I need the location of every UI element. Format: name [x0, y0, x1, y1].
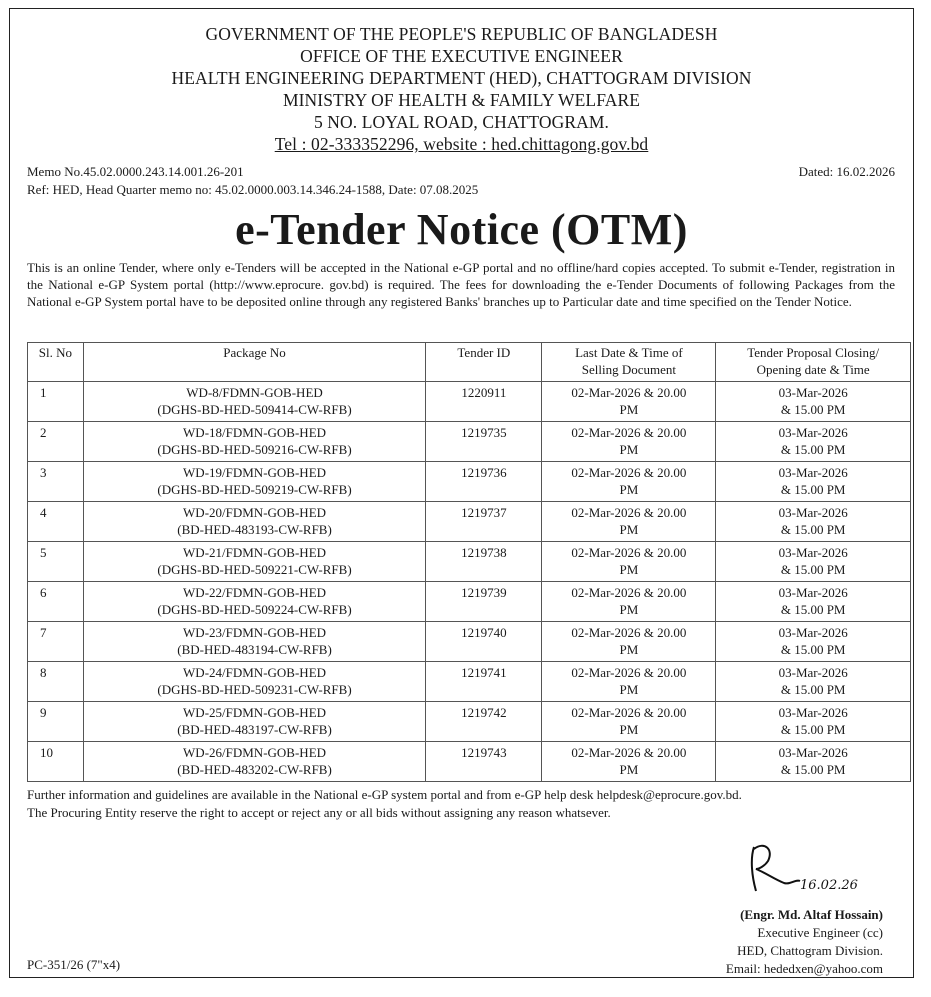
- cell-package: [83, 622, 425, 662]
- closing-date-line2: & 15.00 PM: [780, 762, 846, 777]
- selling-date-line2: PM: [619, 722, 639, 737]
- selling-date-line1: 02-Mar-2026 & 20.00: [571, 625, 687, 640]
- header-line-government: GOVERNMENT OF THE PEOPLE'S REPUBLIC OF BANGLADESH: [205, 24, 718, 44]
- header-tender-id: Tender ID: [426, 343, 542, 382]
- selling-date-line2: PM: [619, 522, 639, 537]
- cell-selling-date: [542, 622, 716, 662]
- cell-tender-id: 1219742: [426, 702, 542, 742]
- memo-date: Dated: 16.02.2026: [798, 164, 895, 179]
- package-code: WD-21/FDMN-GOB-HED: [183, 545, 327, 560]
- letterhead: [10, 23, 913, 155]
- cell-selling-date: [542, 462, 716, 502]
- package-code: WD-8/FDMN-GOB-HED: [186, 385, 323, 400]
- closing-date-line1: 03-Mar-2026: [778, 625, 848, 640]
- header-closing-line2: Opening date & Time: [756, 362, 870, 377]
- intro-paragraph: This is an online Tender, where only e-Tenders will be accepted in the National e-GP portal and no offline/hard copies accepted. To submit e-Tender, registration in the National e-GP System portal (http://www.eprocure. gov.bd) is required. The fees for downloading the e-Tender Documents of following Packages from the National e-GP System portal have to be deposited online through any registered Banks' branches up to Particular date and time specified on the Tender Notice.: [27, 260, 895, 309]
- table-row: [28, 702, 911, 742]
- selling-date-line1: 02-Mar-2026 & 20.00: [571, 385, 687, 400]
- package-ref: (DGHS-BD-HED-509224-CW-RFB): [157, 602, 352, 617]
- cell-selling-date: [542, 502, 716, 542]
- package-code: WD-18/FDMN-GOB-HED: [183, 425, 327, 440]
- selling-date-line2: PM: [619, 602, 639, 617]
- cell-package: [83, 422, 425, 462]
- cell-selling-date: [542, 422, 716, 462]
- selling-date-line2: PM: [619, 482, 639, 497]
- selling-date-line2: PM: [619, 442, 639, 457]
- signatory-name: (Engr. Md. Altaf Hossain): [740, 907, 883, 922]
- cell-package: [83, 662, 425, 702]
- cell-sl-no: 9: [28, 702, 84, 742]
- header-line-office: OFFICE OF THE EXECUTIVE ENGINEER: [300, 46, 623, 66]
- cell-closing-date: [716, 742, 911, 782]
- cell-tender-id: 1219735: [426, 422, 542, 462]
- cell-selling-date: [542, 582, 716, 622]
- cell-tender-id: 1219743: [426, 742, 542, 782]
- reference-line: Ref: HED, Head Quarter memo no: 45.02.0000.003.14.346.24-1588, Date: 07.08.2025: [27, 182, 479, 197]
- closing-date-line1: 03-Mar-2026: [778, 705, 848, 720]
- selling-date-line2: PM: [619, 762, 639, 777]
- cell-package: [83, 702, 425, 742]
- cell-package: [83, 542, 425, 582]
- selling-date-line1: 02-Mar-2026 & 20.00: [571, 465, 687, 480]
- selling-date-line1: 02-Mar-2026 & 20.00: [571, 665, 687, 680]
- package-code: WD-26/FDMN-GOB-HED: [183, 745, 327, 760]
- cell-package: [83, 742, 425, 782]
- cell-closing-date: [716, 542, 911, 582]
- header-selling-line1: Last Date & Time of: [575, 345, 683, 360]
- cell-sl-no: 2: [28, 422, 84, 462]
- table-row: [28, 622, 911, 662]
- header-contact-line: Tel : 02-333352296, website : hed.chittagong.gov.bd: [274, 134, 649, 154]
- cell-sl-no: 3: [28, 462, 84, 502]
- selling-date-line2: PM: [619, 402, 639, 417]
- selling-date-line1: 02-Mar-2026 & 20.00: [571, 745, 687, 760]
- cell-sl-no: 8: [28, 662, 84, 702]
- cell-tender-id: 1220911: [426, 382, 542, 422]
- package-ref: (DGHS-BD-HED-509221-CW-RFB): [157, 562, 352, 577]
- cell-tender-id: 1219740: [426, 622, 542, 662]
- cell-tender-id: 1219739: [426, 582, 542, 622]
- cell-selling-date: [542, 662, 716, 702]
- tender-table: [27, 342, 911, 782]
- table-header-row: [28, 343, 911, 382]
- cell-tender-id: 1219736: [426, 462, 542, 502]
- package-code: WD-22/FDMN-GOB-HED: [183, 585, 327, 600]
- memo-number: Memo No.45.02.0000.243.14.001.26-201: [27, 164, 244, 179]
- package-code: WD-20/FDMN-GOB-HED: [183, 505, 327, 520]
- closing-date-line2: & 15.00 PM: [780, 602, 846, 617]
- closing-date-line1: 03-Mar-2026: [778, 745, 848, 760]
- closing-date-line1: 03-Mar-2026: [778, 425, 848, 440]
- cell-closing-date: [716, 702, 911, 742]
- selling-date-line1: 02-Mar-2026 & 20.00: [571, 705, 687, 720]
- selling-date-line2: PM: [619, 562, 639, 577]
- signatory-designation: Executive Engineer (cc): [757, 925, 883, 940]
- cell-closing-date: [716, 382, 911, 422]
- header-closing-line1: Tender Proposal Closing/: [747, 345, 880, 360]
- cell-package: [83, 462, 425, 502]
- cell-selling-date: [542, 382, 716, 422]
- package-ref: (DGHS-BD-HED-509414-CW-RFB): [157, 402, 352, 417]
- table-row: [28, 742, 911, 782]
- package-ref: (DGHS-BD-HED-509219-CW-RFB): [157, 482, 352, 497]
- closing-date-line1: 03-Mar-2026: [778, 585, 848, 600]
- footer-rights-line: The Procuring Entity reserve the right to accept or reject any or all bids without assigning any reason whatsever.: [27, 805, 611, 820]
- header-selling-line2: Selling Document: [581, 362, 677, 377]
- cell-closing-date: [716, 582, 911, 622]
- selling-date-line1: 02-Mar-2026 & 20.00: [571, 545, 687, 560]
- cell-sl-no: 10: [28, 742, 84, 782]
- package-code: WD-25/FDMN-GOB-HED: [183, 705, 327, 720]
- closing-date-line2: & 15.00 PM: [780, 522, 846, 537]
- table-row: [28, 422, 911, 462]
- cell-closing-date: [716, 502, 911, 542]
- closing-date-line1: 03-Mar-2026: [778, 505, 848, 520]
- closing-date-line1: 03-Mar-2026: [778, 665, 848, 680]
- signatory-office: HED, Chattogram Division.: [737, 943, 883, 958]
- cell-selling-date: [542, 542, 716, 582]
- pc-code: PC-351/26 (7"x4): [27, 957, 121, 972]
- package-code: WD-19/FDMN-GOB-HED: [183, 465, 327, 480]
- closing-date-line2: & 15.00 PM: [780, 682, 846, 697]
- cell-selling-date: [542, 742, 716, 782]
- table-row: [28, 662, 911, 702]
- cell-closing-date: [716, 662, 911, 702]
- closing-date-line1: 03-Mar-2026: [778, 465, 848, 480]
- header-selling-date: [542, 343, 716, 382]
- cell-sl-no: 7: [28, 622, 84, 662]
- cell-sl-no: 6: [28, 582, 84, 622]
- signatory-email: Email: hededxen@yahoo.com: [725, 961, 883, 976]
- cell-tender-id: 1219738: [426, 542, 542, 582]
- cell-sl-no: 5: [28, 542, 84, 582]
- header-closing-date: [716, 343, 911, 382]
- package-code: WD-23/FDMN-GOB-HED: [183, 625, 327, 640]
- table-row: [28, 582, 911, 622]
- closing-date-line2: & 15.00 PM: [780, 642, 846, 657]
- closing-date-line1: 03-Mar-2026: [778, 545, 848, 560]
- cell-package: [83, 582, 425, 622]
- closing-date-line2: & 15.00 PM: [780, 402, 846, 417]
- cell-tender-id: 1219741: [426, 662, 542, 702]
- handwritten-signature: [740, 839, 870, 899]
- package-code: WD-24/FDMN-GOB-HED: [183, 665, 327, 680]
- cell-tender-id: 1219737: [426, 502, 542, 542]
- cell-package: [83, 382, 425, 422]
- signatory-block: [726, 906, 883, 978]
- package-ref: (DGHS-BD-HED-509231-CW-RFB): [157, 682, 352, 697]
- notice-frame: [9, 8, 914, 978]
- package-ref: (BD-HED-483193-CW-RFB): [177, 522, 332, 537]
- cell-closing-date: [716, 622, 911, 662]
- closing-date-line2: & 15.00 PM: [780, 562, 846, 577]
- cell-sl-no: 4: [28, 502, 84, 542]
- selling-date-line1: 02-Mar-2026 & 20.00: [571, 585, 687, 600]
- signature-date: 16.02.26: [800, 878, 858, 893]
- footer-note: [27, 786, 895, 822]
- table-row: [28, 462, 911, 502]
- closing-date-line2: & 15.00 PM: [780, 442, 846, 457]
- header-package-no: Package No: [83, 343, 425, 382]
- selling-date-line1: 02-Mar-2026 & 20.00: [571, 505, 687, 520]
- cell-package: [83, 502, 425, 542]
- table-row: [28, 382, 911, 422]
- cell-closing-date: [716, 462, 911, 502]
- closing-date-line2: & 15.00 PM: [780, 482, 846, 497]
- cell-sl-no: 1: [28, 382, 84, 422]
- notice-title: e-Tender Notice (OTM): [235, 205, 688, 254]
- selling-date-line1: 02-Mar-2026 & 20.00: [571, 425, 687, 440]
- footer-info-line: Further information and guidelines are available in the National e-GP system portal and from e-GP help desk helpdesk@eprocure.gov.bd.: [27, 787, 742, 802]
- package-ref: (BD-HED-483194-CW-RFB): [177, 642, 332, 657]
- header-sl-no: Sl. No: [28, 343, 84, 382]
- package-ref: (BD-HED-483197-CW-RFB): [177, 722, 332, 737]
- table-row: [28, 542, 911, 582]
- table-row: [28, 502, 911, 542]
- selling-date-line2: PM: [619, 682, 639, 697]
- closing-date-line2: & 15.00 PM: [780, 722, 846, 737]
- header-line-address: 5 NO. LOYAL ROAD, CHATTOGRAM.: [313, 112, 610, 132]
- header-line-department: HEALTH ENGINEERING DEPARTMENT (HED), CHATTOGRAM DIVISION: [171, 68, 752, 88]
- cell-closing-date: [716, 422, 911, 462]
- package-ref: (BD-HED-483202-CW-RFB): [177, 762, 332, 777]
- selling-date-line2: PM: [619, 642, 639, 657]
- package-ref: (DGHS-BD-HED-509216-CW-RFB): [157, 442, 352, 457]
- header-line-ministry: MINISTRY OF HEALTH & FAMILY WELFARE: [282, 90, 641, 110]
- closing-date-line1: 03-Mar-2026: [778, 385, 848, 400]
- memo-row: [27, 164, 895, 180]
- cell-selling-date: [542, 702, 716, 742]
